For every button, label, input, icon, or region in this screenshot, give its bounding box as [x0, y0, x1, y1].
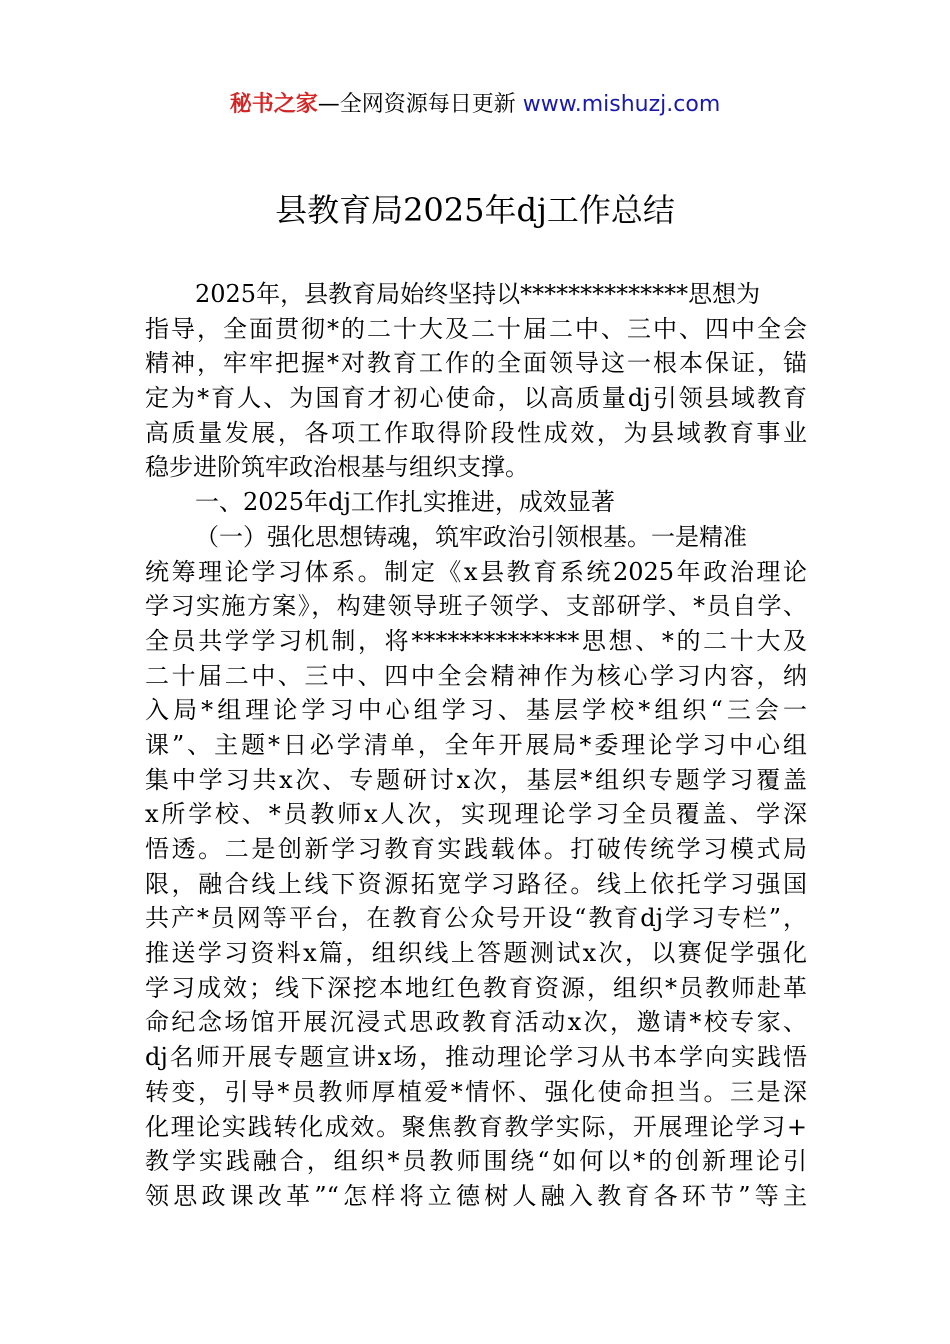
body-line: 推送学习资料x篇，组织线上答题测试x次，以赛促学强化: [145, 939, 807, 968]
body-line: 定为*育人、为国育才初心使命，以高质量dj引领县域教育: [145, 384, 807, 413]
body-line: 精神，牢牢把握*对教育工作的全面领导这一根本保证，锚: [145, 349, 807, 378]
section-heading: 一、2025年dj工作扎实推进，成效显著: [195, 488, 615, 517]
body-line: 命纪念场馆开展沉浸式思政教育活动x次，邀请*校专家、: [145, 1008, 807, 1037]
body-line: 化理论实践转化成效。聚焦教育教学实际，开展理论学习+: [145, 1112, 807, 1141]
body-line: 全员共学学习机制，将**************思想、*的二十大及: [145, 626, 807, 655]
body-line: 2025年，县教育局始终坚持以**************思想为: [195, 280, 761, 308]
slogan: —全网资源每日更新: [317, 92, 516, 117]
body-line: dj名师开展专题宣讲x场，推动理论学习从书本学向实践悟: [145, 1043, 807, 1072]
brand-name: 秘书之家: [229, 92, 318, 117]
body-line: 二十届二中、三中、四中全会精神作为核心学习内容，纳: [145, 661, 807, 690]
body-line: 课”、主题*日必学清单，全年开展局*委理论学习中心组: [145, 730, 807, 759]
site-header: [0, 88, 950, 122]
body-line: 指导，全面贯彻*的二十大及二十届二中、三中、四中全会: [145, 314, 807, 343]
body-line: （一）强化思想铸魂，筑牢政治引领根基。一是精准: [195, 522, 747, 551]
body-line: 领思政课改革”“怎样将立德树人融入教育各环节”等主: [145, 1181, 807, 1210]
document-body: [145, 277, 807, 1214]
body-line: 转变，引导*员教师厚植爱*情怀、强化使命担当。三是深: [145, 1077, 807, 1106]
site-url-link[interactable]: www.mishuzj.com: [522, 92, 721, 117]
body-line: 高质量发展，各项工作取得阶段性成效，为县域教育事业: [145, 418, 807, 447]
body-line: 入局*组理论学习中心组学习、基层学校*组织“三会一: [145, 696, 807, 725]
body-line: 稳步进阶筑牢政治根基与组织支撑。: [145, 453, 529, 482]
body-line: 共产*员网等平台，在教育公众号开设“教育dj学习专栏”，: [145, 904, 807, 933]
body-line: 悟透。二是创新学习教育实践载体。打破传统学习模式局: [145, 835, 807, 863]
body-line: 学习实施方案》，构建领导班子领学、支部研学、*员自学、: [145, 592, 807, 621]
body-line: 学习成效；线下深挖本地红色教育资源，组织*员教师赴革: [145, 973, 807, 1002]
body-line: 统筹理论学习体系。制定《x县教育系统2025年政治理论: [145, 557, 807, 586]
body-line: 教学实践融合，组织*员教师围绕“如何以*的创新理论引: [145, 1147, 807, 1176]
body-line: 限，融合线上线下资源拓宽学习路径。线上依托学习强国: [145, 869, 807, 898]
body-line: 集中学习共x次、专题研讨x次，基层*组织专题学习覆盖: [145, 765, 807, 794]
document-title: 县教育局2025年dj工作总结: [275, 191, 675, 229]
body-line: x所学校、*员教师x人次，实现理论学习全员覆盖、学深: [145, 800, 807, 829]
